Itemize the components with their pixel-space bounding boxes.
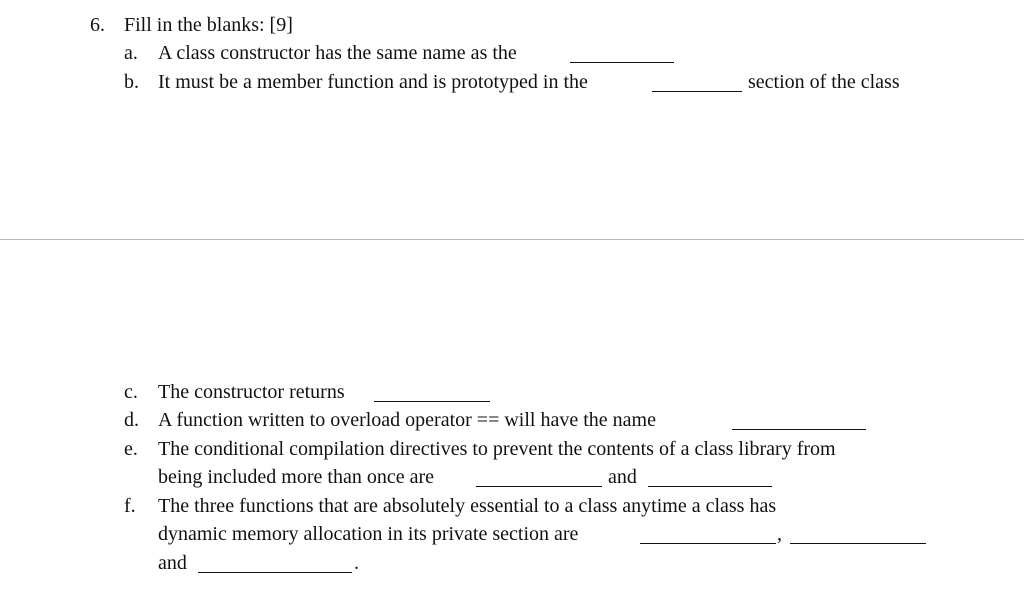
item-f-blank-1[interactable] — [640, 525, 776, 544]
item-c-text: The constructor returns — [158, 381, 345, 403]
item-f-marker: f. — [124, 495, 136, 517]
item-d-blank[interactable] — [732, 411, 866, 430]
item-f-blank-3[interactable] — [198, 554, 352, 573]
item-f-line1: The three functions that are absolutely essential to a class anytime a class has — [158, 495, 777, 517]
item-f-comma: , — [777, 523, 782, 545]
item-b-text-after: section of the class — [748, 71, 900, 93]
item-f-period: . — [354, 552, 359, 574]
page-divider — [0, 239, 1024, 240]
item-a-text: A class constructor has the same name as the — [158, 42, 517, 64]
item-e-blank-1[interactable] — [476, 468, 602, 487]
item-d-marker: d. — [124, 409, 139, 431]
item-e-line1: The conditional compilation directives to prevent the contents of a class library from — [158, 438, 836, 460]
item-e-blank-2[interactable] — [648, 468, 772, 487]
item-a-marker: a. — [124, 42, 138, 64]
item-a-blank[interactable] — [570, 44, 674, 63]
item-f-blank-2[interactable] — [790, 525, 926, 544]
item-b-blank[interactable] — [652, 73, 742, 92]
item-c-marker: c. — [124, 381, 138, 403]
item-f-line2: dynamic memory allocation in its private section are — [158, 523, 579, 545]
item-e-marker: e. — [124, 438, 138, 460]
question-number: 6. — [90, 14, 105, 36]
question-title: Fill in the blanks: [9] — [124, 14, 293, 36]
item-f-line3: and — [158, 552, 187, 574]
item-c-blank[interactable] — [374, 383, 490, 402]
item-e-and: and — [608, 466, 637, 488]
item-e-line2-before: being included more than once are — [158, 466, 434, 488]
item-b-text-before: It must be a member function and is prototyped in the — [158, 71, 588, 93]
item-b-marker: b. — [124, 71, 139, 93]
item-d-text: A function written to overload operator == will have the name — [158, 409, 656, 431]
